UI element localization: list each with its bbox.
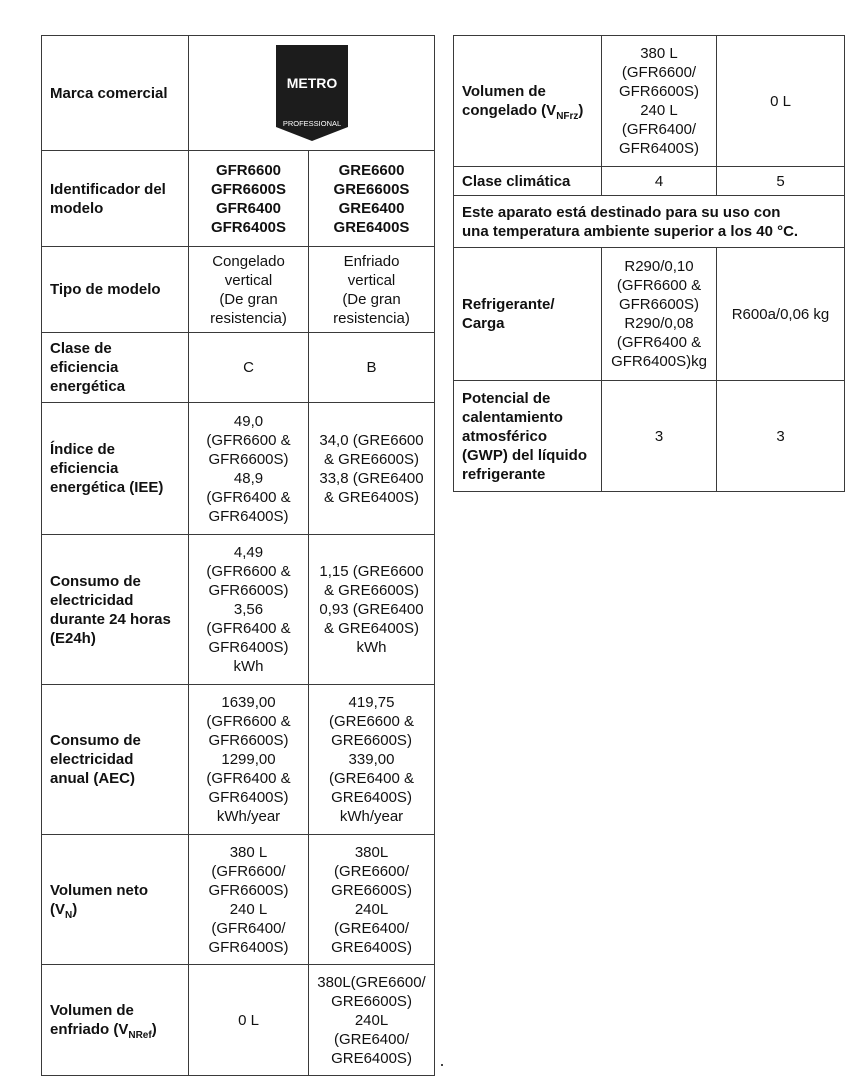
cell-gfr: 0 L xyxy=(189,965,309,1076)
cell-gfr: 49,0 (GFR6600 & GFR6600S) 48,9 (GFR6400 & GFR6400S) xyxy=(189,403,309,535)
row-label-suffix: ) xyxy=(578,102,584,119)
row-label: Índice de eficiencia energética (IEE) xyxy=(42,403,189,535)
table-row xyxy=(42,685,435,835)
temperature-note: Este aparato está destinado para su uso con una temperatura ambiente superior a los 40 °C. xyxy=(454,196,845,248)
brand-logo-cell xyxy=(189,36,435,151)
table-row xyxy=(42,965,435,1076)
cell-gfr: R290/0,10 (GFR6600 & GFR6600S) R290/0,08 (GFR6400 & GFR6400S)kg xyxy=(602,248,717,381)
row-label: Identificador del modelo xyxy=(42,151,189,247)
row-label: Clase de eficiencia energética xyxy=(42,333,189,403)
table-row xyxy=(42,835,435,965)
cell-gre: 3 xyxy=(717,381,845,492)
row-label-text: Volumen de enfriado (V xyxy=(50,1002,134,1038)
left-spec-table xyxy=(41,35,435,1076)
stray-dot xyxy=(441,1064,443,1066)
cell-gfr: 4,49 (GFR6600 & GFR6600S) 3,56 (GFR6400 & GFR6400S) kWh xyxy=(189,535,309,685)
table-row xyxy=(454,381,845,492)
cell-gre: 0 L xyxy=(717,36,845,167)
row-label-subscript: NFrz xyxy=(556,111,579,122)
cell-gre: 380L(GRE6600/ GRE6600S) 240L (GRE6400/ GRE6400S) xyxy=(309,965,435,1076)
cell-gre: 5 xyxy=(717,167,845,196)
table-row xyxy=(42,333,435,403)
right-spec-table xyxy=(453,35,845,492)
cell-gre: B xyxy=(309,333,435,403)
cell-gfr: 380 L (GFR6600/ GFR6600S) 240 L (GFR6400/ GFR6400S) xyxy=(189,835,309,965)
cell-gre: Enfriado vertical (De gran resistencia) xyxy=(309,247,435,333)
row-label: Consumo de electricidad durante 24 horas (E24h) xyxy=(42,535,189,685)
cell-gfr: Congelado vertical (De gran resistencia) xyxy=(189,247,309,333)
table-row xyxy=(454,167,845,196)
cell-gfr: C xyxy=(189,333,309,403)
row-label-suffix: ) xyxy=(72,900,78,918)
brand-label: Marca comercial xyxy=(42,36,189,151)
cell-gre: GRE6600 GRE6600S GRE6400 GRE6400S xyxy=(309,151,435,247)
row-label-subscript: NRef xyxy=(128,1030,152,1041)
cell-gfr: 1639,00 (GFR6600 & GFR6600S) 1299,00 (GFR6400 & GFR6400S) kWh/year xyxy=(189,685,309,835)
logo-text: METRO xyxy=(286,75,337,91)
row-label xyxy=(42,835,189,965)
table-row xyxy=(42,403,435,535)
metro-professional-logo xyxy=(276,45,348,141)
table-row xyxy=(42,151,435,247)
cell-gfr: 4 xyxy=(602,167,717,196)
logo-subtext: PROFESSIONAL xyxy=(282,119,341,128)
row-label-text: Volumen neto (V xyxy=(50,881,149,918)
cell-gre: 419,75 (GRE6600 & GRE6600S) 339,00 (GRE6400 & GRE6400S) kWh/year xyxy=(309,685,435,835)
table-row xyxy=(454,36,845,167)
cell-gfr: GFR6600 GFR6600S GFR6400 GFR6400S xyxy=(189,151,309,247)
row-label: Refrigerante/ Carga xyxy=(454,248,602,381)
table-row xyxy=(42,535,435,685)
table-row xyxy=(42,36,435,151)
cell-gre: 380L (GRE6600/ GRE6600S) 240L (GRE6400/ GRE6400S) xyxy=(309,835,435,965)
row-label-text: Volumen de congelado (V xyxy=(462,83,557,119)
table-row xyxy=(454,196,845,248)
row-label-suffix: ) xyxy=(151,1021,157,1038)
row-label-subscript: N xyxy=(65,909,73,921)
table-row xyxy=(42,247,435,333)
cell-gre: R600a/0,06 kg xyxy=(717,248,845,381)
row-label xyxy=(454,36,602,167)
cell-gfr: 3 xyxy=(602,381,717,492)
row-label: Tipo de modelo xyxy=(42,247,189,333)
row-label xyxy=(42,965,189,1076)
cell-gfr: 380 L (GFR6600/ GFR6600S) 240 L (GFR6400/ GFR6400S) xyxy=(602,36,717,167)
row-label: Clase climática xyxy=(454,167,602,196)
row-label: Consumo de electricidad anual (AEC) xyxy=(42,685,189,835)
cell-gre: 34,0 (GRE6600 & GRE6600S) 33,8 (GRE6400 & GRE6400S) xyxy=(309,403,435,535)
cell-gre: 1,15 (GRE6600 & GRE6600S) 0,93 (GRE6400 & GRE6400S) kWh xyxy=(309,535,435,685)
table-row xyxy=(454,248,845,381)
row-label: Potencial de calentamiento atmosférico (GWP) del líquido refrigerante xyxy=(454,381,602,492)
